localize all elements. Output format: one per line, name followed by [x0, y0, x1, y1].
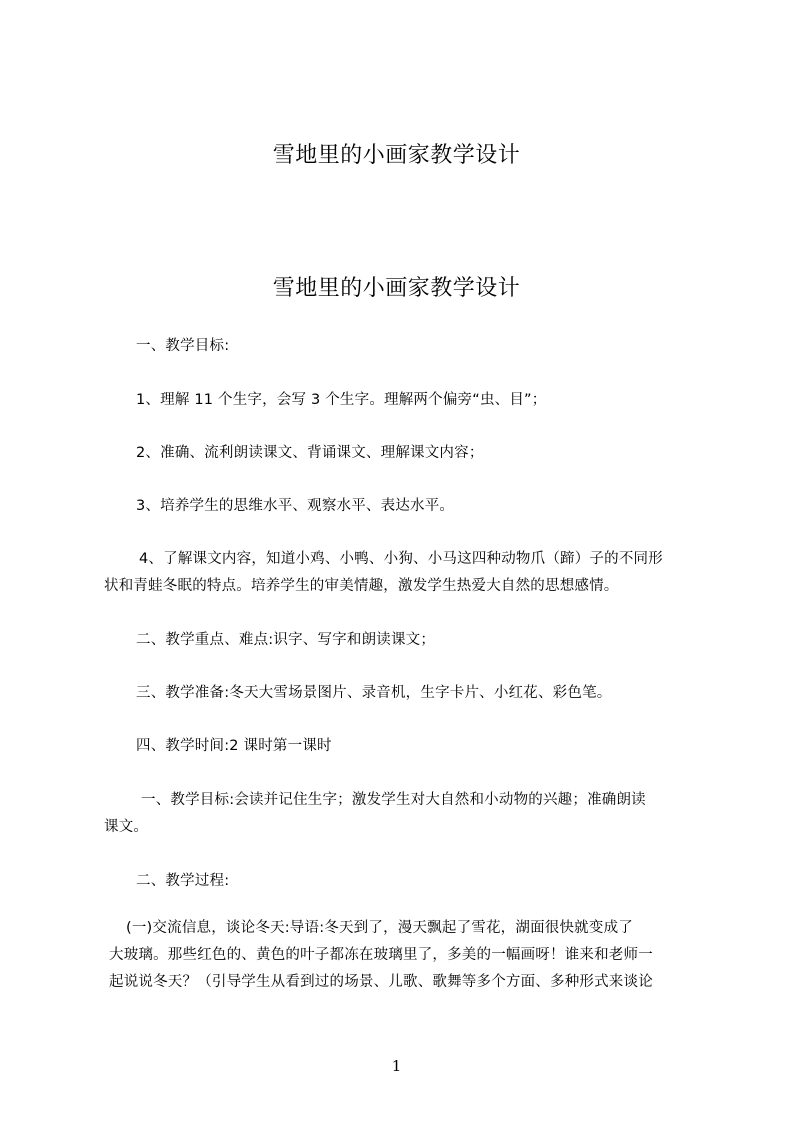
objective-item-3: 3、培养学生的思维水平、观察水平、表达水平。 [136, 498, 455, 514]
section-time: 四、教学时间:2 课时第一课时 [136, 738, 332, 754]
document-title: 雪地里的小画家教学设计 [272, 276, 521, 301]
objective-item-2: 2、准确、流利朗读课文、背诵课文、理解课文内容； [136, 445, 484, 461]
process-paragraph-line-2: 大玻璃。那些红色的、黄色的叶子都冻在玻璃里了，多美的一幅画呀！谁来和老师一 [109, 947, 653, 963]
header-title: 雪地里的小画家教学设计 [272, 143, 521, 168]
objective-item-1: 1、理解 11 个生字，会写 3 个生字。理解两个偏旁“虫、目”； [136, 392, 547, 408]
process-paragraph-line-3: 起说说冬天？（引导学生从看到过的场景、儿歌、歌舞等多个方面、多种形式来谈论 [109, 974, 653, 990]
objective-item-4-line-1: 4、了解课文内容，知道小鸡、小鸭、小狗、小马这四种动物爪（蹄）子的不同形 [139, 551, 663, 567]
lesson-objectives-line-2: 课文。 [104, 819, 149, 835]
objective-item-4-line-2: 状和青蛙冬眠的特点。培养学生的审美情趣，激发学生热爱大自然的思想感情。 [104, 578, 619, 594]
section-process: 二、教学过程: [136, 873, 230, 889]
process-paragraph-line-1: (一)交流信息，谈论冬天:导语:冬天到了，漫天飘起了雪花，湖面很快就变成了 [126, 920, 633, 936]
section-heading-objectives: 一、教学目标: [136, 338, 230, 354]
page-number: 1 [391, 1057, 402, 1075]
lesson-objectives-line-1: 一、教学目标:会读并记住生字；激发学生对大自然和小动物的兴趣；准确朗读 [141, 792, 646, 808]
section-key-points: 二、教学重点、难点:识字、写字和朗读课文； [136, 632, 436, 648]
section-preparation: 三、教学准备:冬天大雪场景图片、录音机，生字卡片、小红花、彩色笔。 [136, 685, 612, 701]
